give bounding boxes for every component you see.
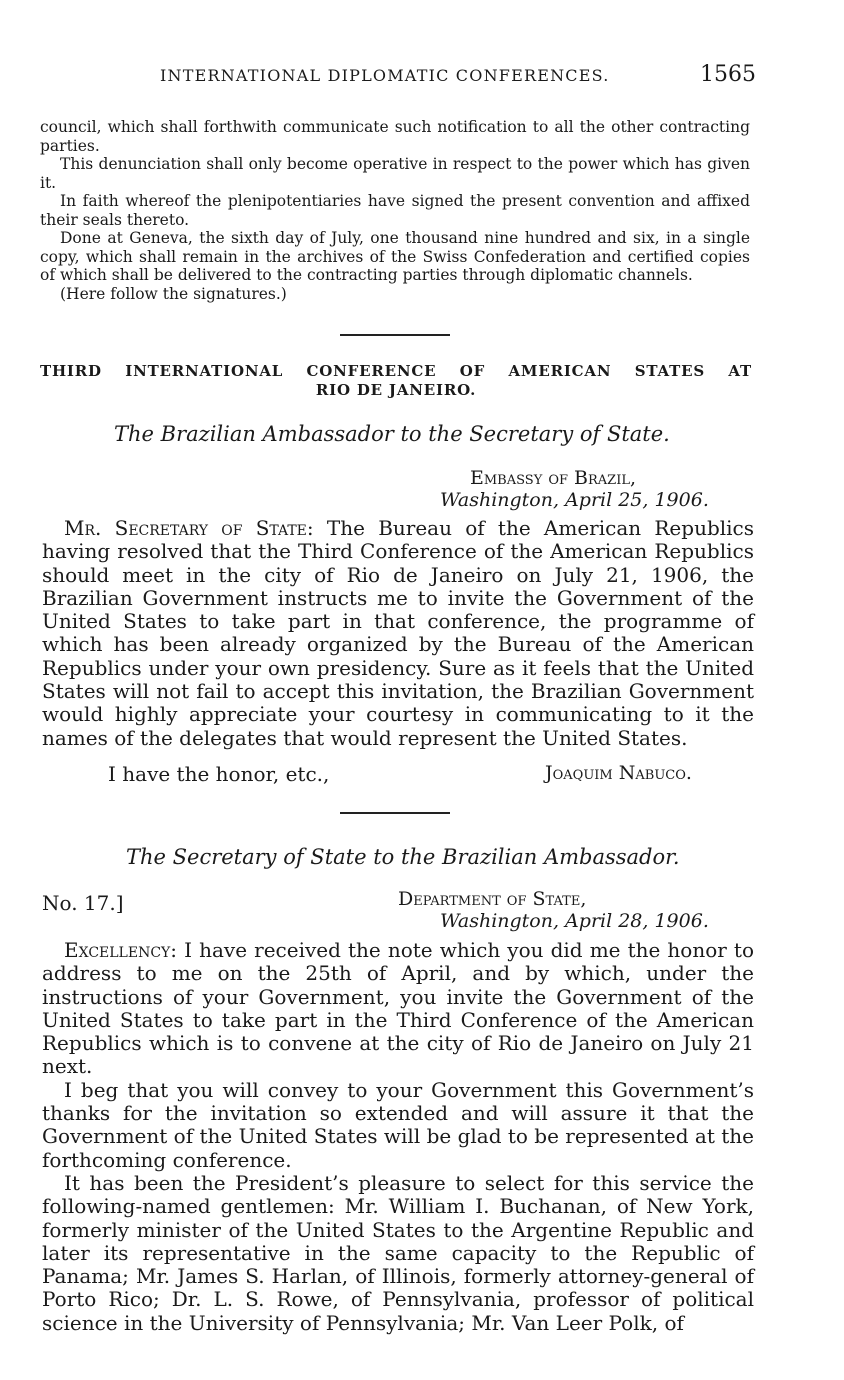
section-heading-line: RIO DE JANEIRO. <box>315 381 477 399</box>
convention-paragraph: This denunciation shall only become operative in respect to the power which has given it. <box>40 155 750 192</box>
section-divider <box>340 334 450 336</box>
letter-2-paragraph: It has been the President’s pleasure to select for this service the following-named gentlemen: Mr. William I. Buchanan, of New York, formerly minister of the United States to the Argentine Republic and later its representative in the same capacity to the Republic of Panama; Mr. James S. Harlan, of Illinois, formerly attorney-general of Porto Rico; Dr. L. S. Rowe, of Pennsylvania, professor of political science in the University of Pennsylvania; Mr. Van Leer Polk, of <box>42 1170 754 1335</box>
letter-1-signature: Joaquim Nabuco. <box>545 762 692 784</box>
letter-2-number: No. 17.] <box>42 891 124 915</box>
running-header: INTERNATIONAL DIPLOMATIC CONFERENCES. <box>160 66 610 85</box>
letter-1-place-date: Washington, April 25, 1906. <box>440 489 709 511</box>
convention-paragraph: Done at Geneva, the sixth day of July, one thousand nine hundred and six, in a single copy, which shall remain in the archives of the Swiss Confederation and certified copies of which shall be delivered to the contracting parties through diplomatic channels. <box>40 229 750 284</box>
letter-2-paragraph: I beg that you will convey to your Government this Government’s thanks for the invitation so extended and will assure it that the Government of the United States will be glad to be represented at the forthcoming conference. <box>42 1077 754 1172</box>
convention-closing-text <box>40 118 750 303</box>
letter-1-body-text: The Bureau of the American Republics having resolved that the Third Conference of the American Republics should meet in the city of Rio de Janeiro on July 21, 1906, the Brazilian Government instructs me to invite the Government of the United States to take part in that conference, the programme of which has been already organized by the Bureau of the American Republics under your own presidency. Sure as it feels that the United States will not fail to accept this invitation, the Brazilian Government would highly appreciate your courtesy in communicating to it the names of the delegates that would represent the United States. <box>42 516 755 750</box>
convention-paragraph: (Here follow the signatures.) <box>60 284 287 303</box>
convention-paragraph: In faith whereof the plenipotentiaries have signed the present convention and affixed their seals thereto. <box>40 192 750 229</box>
letter-1-title: The Brazilian Ambassador to the Secretary of State. <box>114 422 670 446</box>
letter-1-closing: I have the honor, etc., <box>108 762 330 786</box>
letter-1-salutation: Mr. Secretary of State: <box>64 516 314 540</box>
letter-1-sender: Embassy of Brazil, <box>470 467 637 489</box>
letter-2-salutation: Excellency: <box>64 938 178 962</box>
section-heading <box>40 362 752 400</box>
letter-2-place-date: Washington, April 28, 1906. <box>440 910 709 932</box>
page-number: 1565 <box>700 62 756 87</box>
section-divider <box>340 812 450 814</box>
letter-1-body <box>42 517 754 750</box>
letter-2-paragraph: I have received the note which you did me the honor to address to me on the 25th of April, and by which, under the instructions of your Government, you invite the Government of the United States to take part in the Third Conference of the American Republics which is to convene at the city of Rio de Janeiro on July 21 next. <box>42 938 754 1079</box>
section-heading-line: THIRD INTERNATIONAL CONFERENCE OF AMERICAN STATES AT <box>40 362 752 380</box>
letter-2-sender: Department of State, <box>398 888 587 910</box>
convention-paragraph: council, which shall forthwith communicate such notification to all the other contracting parties. <box>40 118 750 155</box>
letter-2-title: The Secretary of State to the Brazilian Ambassador. <box>126 845 680 869</box>
letter-2-body <box>42 939 754 1335</box>
